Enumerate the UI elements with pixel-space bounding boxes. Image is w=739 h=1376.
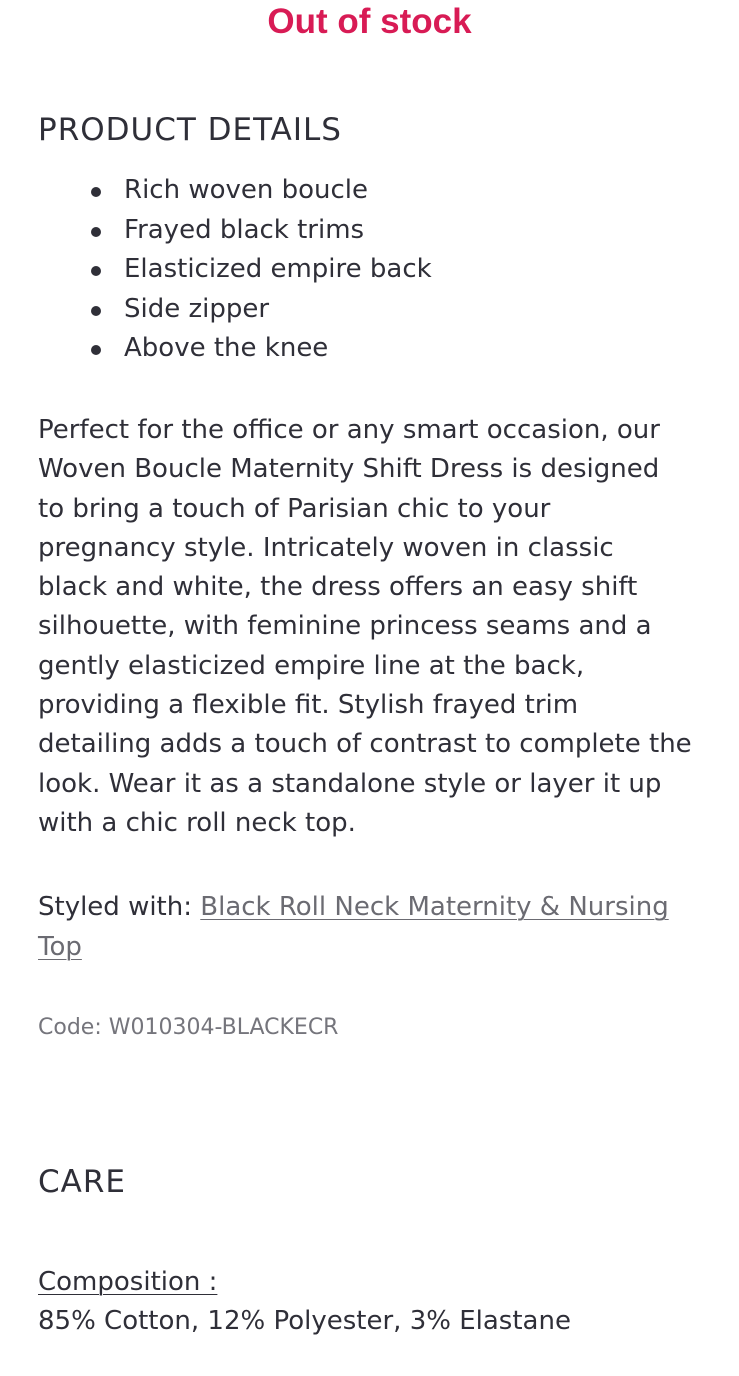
- description-line: silhouette, with feminine princess seams and a: [38, 611, 652, 642]
- composition-label: Composition :: [38, 1267, 218, 1297]
- product-code: Code: W010304-BLACKECR: [38, 1015, 339, 1040]
- description-line: look. Wear it as a standalone style or layer it up: [38, 768, 662, 799]
- description-line: Woven Boucle Maternity Shift Dress is designed: [38, 454, 660, 485]
- feature-item: Side zipper: [38, 290, 432, 330]
- description-line: with a chic roll neck top.: [38, 807, 356, 838]
- feature-item: Elasticized empire back: [38, 250, 432, 290]
- description-line: to bring a touch of Parisian chic to your: [38, 493, 551, 524]
- styled-with-link[interactable]: Black Roll Neck Maternity & Nursing Top: [38, 892, 669, 962]
- product-description: [38, 411, 706, 843]
- description-line: detailing adds a touch of contrast to complete the: [38, 729, 692, 760]
- care-heading: CARE: [38, 1164, 126, 1200]
- product-details-heading: PRODUCT DETAILS: [38, 112, 342, 148]
- styled-with: [38, 888, 706, 967]
- description-line: black and white, the dress offers an easy shift: [38, 572, 638, 603]
- description-line: Perfect for the office or any smart occasion, our: [38, 415, 660, 445]
- description-line: gently elasticized empire line at the back,: [38, 650, 585, 681]
- feature-item: Above the knee: [38, 329, 432, 369]
- feature-item: Frayed black trims: [38, 211, 432, 251]
- feature-item: Rich woven boucle: [38, 171, 432, 211]
- composition-value: 85% Cotton, 12% Polyester, 3% Elastane: [38, 1306, 571, 1336]
- stock-status: Out of stock: [267, 2, 472, 41]
- description-line: pregnancy style. Intricately woven in classic: [38, 532, 614, 563]
- feature-list: [38, 171, 432, 369]
- description-line: providing a flexible fit. Stylish frayed trim: [38, 690, 579, 721]
- styled-with-label: Styled with:: [38, 892, 192, 922]
